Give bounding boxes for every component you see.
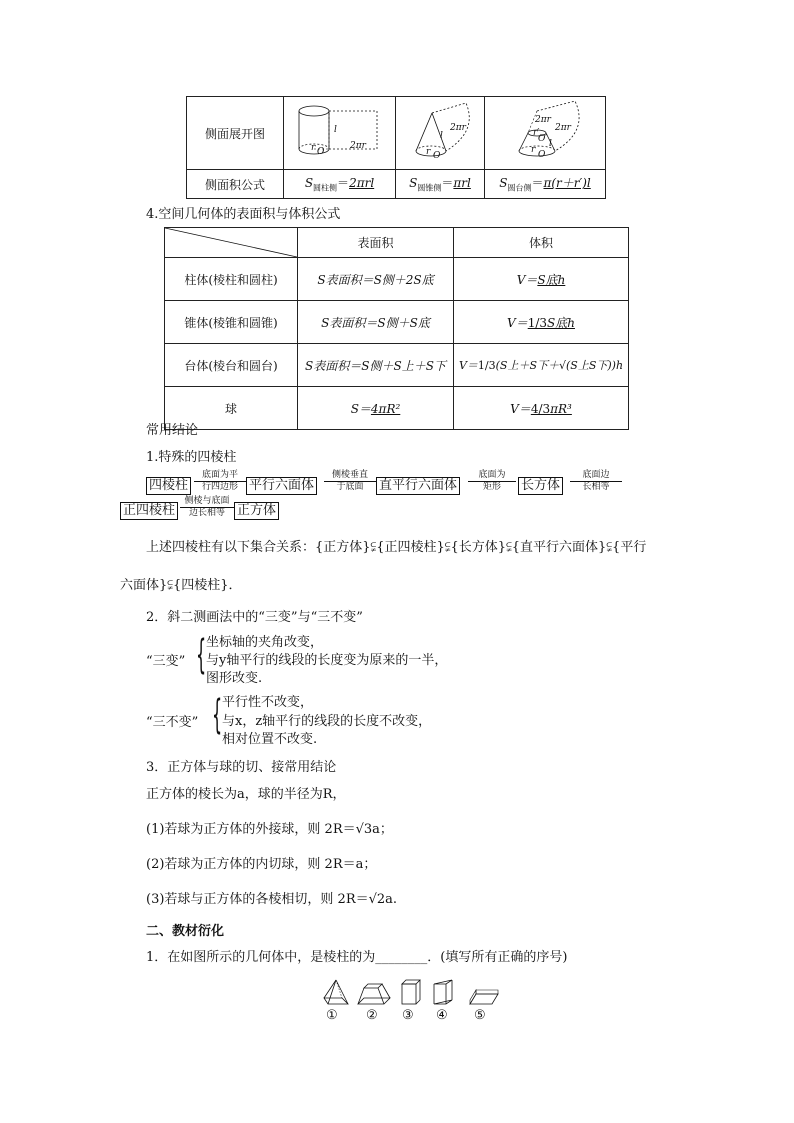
sanbubian-brace: { xyxy=(212,692,223,738)
frustum-formula-s: S xyxy=(499,176,508,191)
flow1-arrow-3-bot: 矩形 xyxy=(482,482,501,492)
flow1-arrow-1-top: 底面为平 xyxy=(201,470,238,480)
frustum-r-label: r xyxy=(531,145,536,155)
row-sphere-volume xyxy=(454,387,629,430)
row-pyramid-volume-frac: 1/3 xyxy=(527,315,548,330)
sanbian-2: 与y轴平行的线段的长度变为原来的一半， xyxy=(206,653,448,668)
cyl-o-label: O xyxy=(317,147,325,157)
row-sphere-surface xyxy=(298,387,454,430)
item-3: 3．正方体与球的切、接常用结论 xyxy=(146,760,337,775)
section-2-title: 二、教材衍化 xyxy=(146,924,225,939)
row-prism-surface-text: S表面积＝S侧＋2S底 xyxy=(317,272,434,287)
header-surface xyxy=(298,228,454,258)
cylinder-unfold-cell xyxy=(284,97,396,170)
set-relation-line-1: 上述四棱柱有以下集合关系：{正方体}⫋{正四棱柱}⫋{长方体}⫋{直平行六面体}⫋{平行 xyxy=(146,540,647,555)
cyl-formula-s: S xyxy=(304,176,314,191)
item-1: 1.特殊的四棱柱 xyxy=(146,450,237,465)
cyl-2pir-label: 2πr xyxy=(350,141,366,151)
solid-3-prism xyxy=(402,980,420,1004)
solid-label-1: ① xyxy=(326,1008,338,1023)
row-sphere-surface-pre: S＝ xyxy=(350,401,371,416)
sanbubian-2: 与x，z轴平行的线段的长度不改变， xyxy=(222,714,432,729)
row-pyramid-volume-val: S底h xyxy=(547,315,575,330)
header-volume xyxy=(454,228,629,258)
cyl-l-label: l xyxy=(334,125,337,135)
solid-label-5: ⑤ xyxy=(474,1008,486,1023)
row-pyramid-label xyxy=(165,301,298,344)
frustum-r1-label: r′ xyxy=(533,128,540,138)
sanbubian-1: 平行性不改变， xyxy=(222,695,314,710)
flow1-arrow-1-bot: 行四边形 xyxy=(201,482,238,492)
row1-label-text: 侧面展开图 xyxy=(204,126,265,141)
solid-label-4: ④ xyxy=(436,1008,448,1023)
cone-o-label: O xyxy=(433,151,441,161)
flow1-arrow-4 xyxy=(570,470,622,492)
corner-diagonal xyxy=(165,228,297,257)
row-frustum-volume-frac: 1/3 xyxy=(477,359,496,372)
row-prism-volume-val: S底h xyxy=(537,272,566,287)
conclusion-2: (2)若球为正方体的内切球，则 2R＝a； xyxy=(146,857,377,872)
row-frustum-volume xyxy=(454,344,629,387)
frustum-2pir-top-label: 2πr xyxy=(535,115,551,125)
row-prism-label xyxy=(165,258,298,301)
row-frustum-volume-pre: V＝ xyxy=(458,359,478,372)
frustum-o1-label: O′ xyxy=(538,134,548,144)
cone-formula-val: πrl xyxy=(453,176,471,191)
row-sphere-surface-val: 4πR² xyxy=(370,401,401,416)
row-pyramid-surface-text: S表面积＝S侧＋S底 xyxy=(321,315,430,330)
solids-figure xyxy=(322,978,502,1008)
common-title: 常用结论 xyxy=(146,423,199,438)
sanbubian-label: “三不变” xyxy=(146,715,199,730)
cone-formula-sub: 圆锥侧 xyxy=(417,183,442,193)
frustum-formula: $S_{圆台侧}=\pi(r+r')l$ xyxy=(485,170,606,199)
row-prism-surface xyxy=(298,258,454,301)
solid-2-frustum xyxy=(358,984,390,1004)
sanbian-1: 坐标轴的夹角改变， xyxy=(206,635,324,650)
row-pyramid-volume-pre: V＝ xyxy=(507,315,528,330)
flow2-arrow-1-bot: 边长相等 xyxy=(188,508,225,518)
flow2-arrow-1-top: 侧棱与底面 xyxy=(184,496,230,506)
flow2-arrow-1 xyxy=(180,496,234,518)
flow1-arrow-1 xyxy=(194,470,246,492)
set-relation-line-2: 六面体}⫋{四棱柱}． xyxy=(120,578,242,593)
row-prism-volume xyxy=(454,258,629,301)
row-sphere-volume-frac: 4/3 xyxy=(530,401,551,416)
row-sphere-volume-pre: V＝ xyxy=(510,401,531,416)
flow1-arrow-3 xyxy=(468,470,516,492)
flow2-box-1: 正四棱柱 xyxy=(120,502,178,520)
header-volume-text: 体积 xyxy=(528,236,553,250)
solid-label-3: ③ xyxy=(402,1008,414,1023)
row-prism-label-text: 柱体(棱柱和圆柱) xyxy=(184,272,278,287)
frustum-formula-sub: 圆台侧 xyxy=(507,183,532,193)
cone-formula: $S_{圆锥侧}=\pi rl$ xyxy=(396,170,485,199)
sanbian-brace: { xyxy=(196,632,207,678)
cyl-formula-sub: 圆柱侧 xyxy=(313,183,338,193)
cone-unfold-cell xyxy=(396,97,485,170)
row-prism-volume-pre: V＝ xyxy=(516,272,538,287)
row2-label-text: 侧面积公式 xyxy=(204,177,265,192)
solid-4-triangular-prism xyxy=(434,980,452,1004)
row-label-unfold xyxy=(187,97,284,170)
heading-4: 4.空间几何体的表面积与体积公式 xyxy=(146,207,341,222)
frustum-unfold-cell xyxy=(485,97,606,170)
row-pyramid-label-text: 锥体(棱锥和圆锥) xyxy=(184,315,278,330)
cone-l-label: l xyxy=(440,131,443,141)
cube-intro: 正方体的棱长为a，球的半径为R， xyxy=(146,787,346,802)
frustum-formula-val: π(r＋r′)l xyxy=(543,176,591,191)
flow1-box-1: 四棱柱 xyxy=(146,477,191,495)
flow2-box-2: 正方体 xyxy=(234,502,279,520)
row-frustum-label-text: 台体(棱台和圆台) xyxy=(184,358,278,373)
flow1-box-4: 长方体 xyxy=(518,477,563,495)
flow1-arrow-4-bot: 长相等 xyxy=(582,482,610,492)
sanbian-label: “三变” xyxy=(146,654,186,669)
surface-volume-table xyxy=(164,227,629,430)
cone-formula-s: S xyxy=(409,176,418,191)
cyl-r-label: r xyxy=(311,143,316,153)
sanbubian-3: 相对位置不改变. xyxy=(222,732,318,747)
frustum-l-label: l xyxy=(549,139,552,149)
flow1-arrow-3-top: 底面为 xyxy=(478,470,506,480)
row-label-formula xyxy=(187,170,284,199)
frustum-2pir-bottom-label: 2πr xyxy=(555,123,571,133)
row-frustum-surface xyxy=(298,344,454,387)
row-frustum-label xyxy=(165,344,298,387)
conclusion-3: (3)若球与正方体的各棱相切，则 2R＝√2a. xyxy=(146,892,398,907)
corner-cell xyxy=(165,228,298,258)
cyl-formula-val: 2πrl xyxy=(349,176,375,191)
row-sphere-volume-val: πR³ xyxy=(550,401,572,416)
flow-row-2 xyxy=(120,496,420,526)
solid-label-2: ② xyxy=(366,1008,378,1023)
flow1-arrow-2-top: 侧棱垂直 xyxy=(331,470,368,480)
cone-r-label: r xyxy=(426,147,431,157)
question-1: 1．在如图所示的几何体中，是棱柱的为________．(填写所有正确的序号) xyxy=(146,950,568,965)
cylinder-unfold-diagram xyxy=(284,97,395,169)
item-2: 2．斜二测画法中的“三变”与“三不变” xyxy=(146,610,363,625)
solid-1-pyramid xyxy=(324,980,348,1004)
sanbian-3: 图形改变. xyxy=(206,671,263,686)
row-pyramid-surface xyxy=(298,301,454,344)
header-surface-text: 表面积 xyxy=(357,236,394,250)
cone-2pir-label: 2πr xyxy=(450,123,466,133)
flow1-arrow-2 xyxy=(324,470,376,492)
frustum-o-label: O xyxy=(538,150,546,160)
flow1-arrow-4-top: 底面边 xyxy=(582,470,610,480)
flow1-arrow-2-bot: 于底面 xyxy=(336,482,364,492)
flow1-box-2: 平行六面体 xyxy=(246,477,317,495)
lateral-area-table xyxy=(186,96,606,199)
row-pyramid-volume xyxy=(454,301,629,344)
row-sphere-label-text: 球 xyxy=(224,401,237,416)
row-frustum-volume-val: (S上＋S下＋√(S上S下))h xyxy=(495,359,624,372)
flow1-box-3: 直平行六面体 xyxy=(376,477,460,495)
conclusion-1: (1)若球为正方体的外接球，则 2R＝√3a； xyxy=(146,822,393,837)
solid-5-parallelepiped xyxy=(470,990,498,1004)
cylinder-formula: $S_{圆柱侧}=2\pi rl$ xyxy=(284,170,396,199)
row-frustum-surface-text: S表面积＝S侧＋S上＋S下 xyxy=(305,358,446,373)
